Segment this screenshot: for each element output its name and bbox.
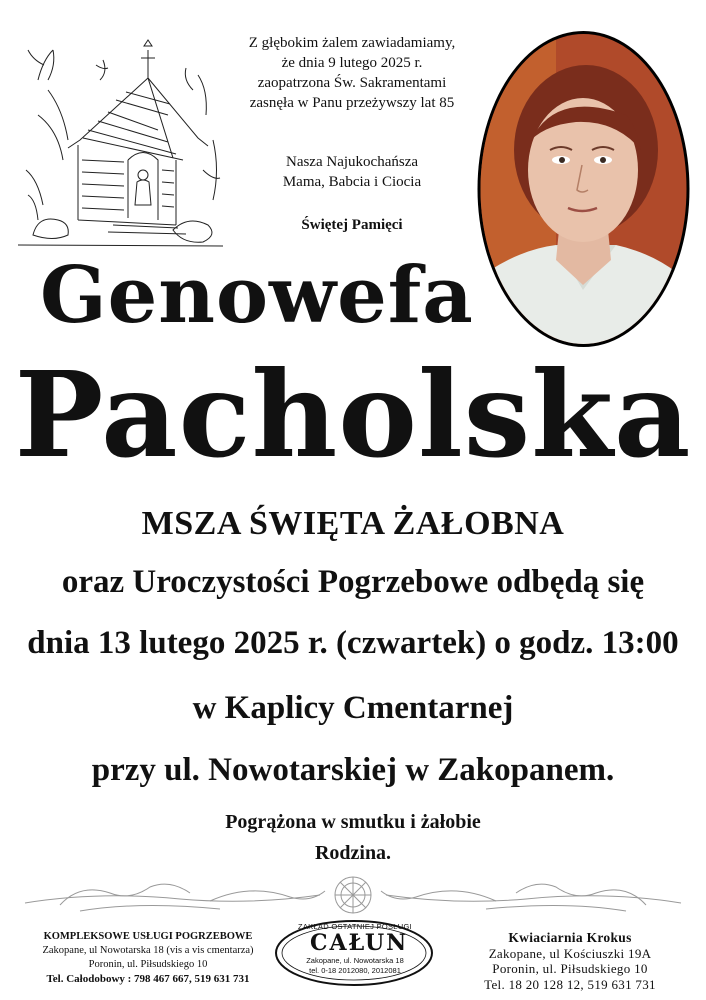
calun-logo-tagline: ZAKŁAD OSTATNIEJ POSŁUGI	[297, 922, 413, 931]
announcement-line: Z głębokim żalem zawiadamiamy,	[248, 35, 456, 51]
chapel-illustration	[8, 20, 233, 255]
florist-address: Poronin, ul. Piłsudskiego 10	[492, 961, 648, 976]
mass-title: MSZA ŚWIĘTA ŻAŁOBNA	[141, 505, 565, 542]
memory-label: Świętej Pamięci	[301, 217, 403, 233]
relation-text	[222, 152, 482, 192]
florist-title: Kwiaciarnia Krokus	[508, 930, 632, 945]
announcement-line: że dnia 9 lutego 2025 r.	[281, 55, 423, 71]
florist-info	[442, 930, 698, 992]
mass-date-line: dnia 13 lutego 2025 r. (czwartek) o godz. 13:00	[27, 625, 679, 661]
relation-line: Nasza Najukochańsza	[285, 154, 419, 170]
florist-phone: Tel. 18 20 128 12, 519 631 731	[484, 976, 656, 992]
mass-line: oraz Uroczystości Pogrzebowe odbędą się	[61, 564, 645, 600]
mass-place-line: w Kaplicy Cmentarnej	[192, 690, 514, 726]
mass-address-line: przy ul. Nowotarskiej w Zakopanem.	[91, 752, 615, 788]
last-name: Pacholska	[14, 345, 692, 484]
announcement-text	[222, 33, 482, 113]
funeral-services-phone: Tel. Całodobowy : 798 467 667, 519 631 731	[46, 973, 250, 985]
decorative-ornament	[20, 873, 686, 917]
funeral-services-info	[12, 930, 284, 986]
funeral-services-address: Poronin, ul. Piłsudskiego 10	[88, 959, 208, 970]
relation-line: Mama, Babcia i Ciocia	[282, 174, 422, 190]
funeral-services-address: Zakopane, ul Nowotarska 18 (vis a vis cmentarza)	[42, 945, 254, 956]
first-name: Genowefa	[40, 250, 474, 341]
announcement-line: zaopatrzona Św. Sakramentami	[257, 75, 447, 91]
calun-logo-phone: tel. 0-18 2012080, 2012081	[309, 966, 401, 975]
deceased-photo	[476, 30, 691, 348]
florist-address: Zakopane, ul Kościuszki 19A	[488, 945, 652, 961]
funeral-services-title: KOMPLEKSOWE USŁUGI POGRZEBOWE	[43, 931, 253, 942]
announcement-line: zasnęła w Panu przeżywszy lat 85	[249, 95, 455, 111]
mourners-line: Pogrążona w smutku i żałobie	[225, 811, 481, 833]
family-signature: Rodzina.	[314, 842, 392, 864]
calun-logo-name: CAŁUN	[310, 930, 409, 956]
calun-logo-address: Zakopane, ul. Nowotarska 18	[306, 956, 404, 965]
